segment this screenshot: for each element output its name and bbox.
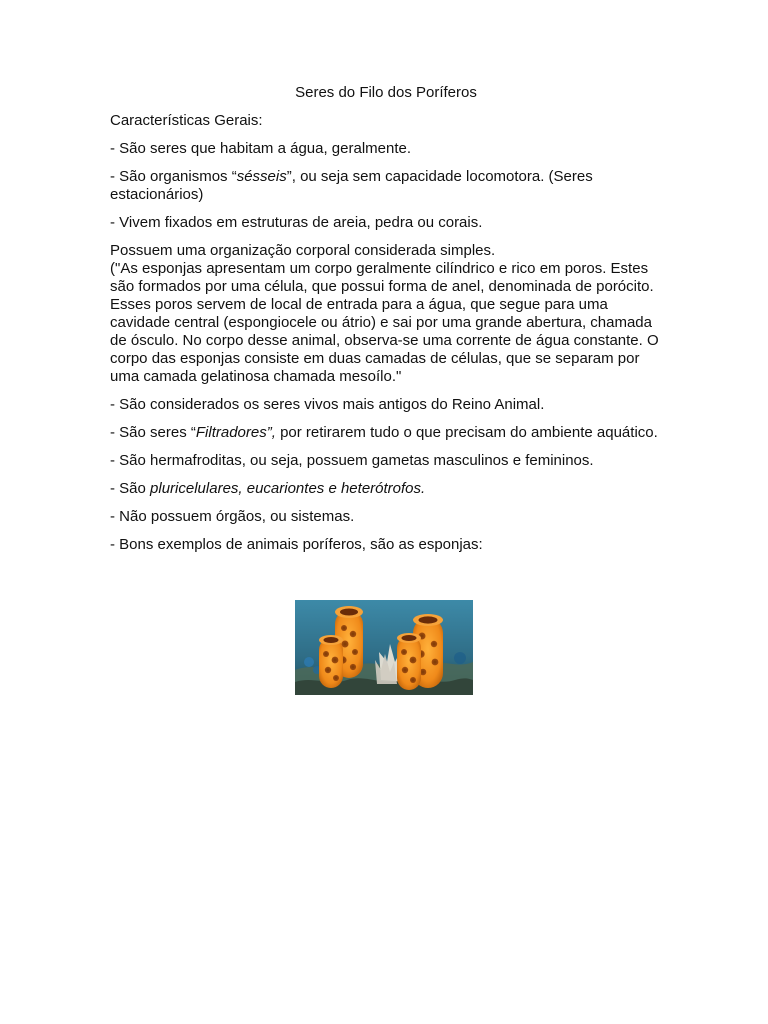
section-heading: Características Gerais:	[110, 112, 263, 129]
bullet-habitat-text: - São seres que habitam a água, geralmente.	[110, 140, 412, 157]
bullet-fixed-text: - Vivem fixados em estruturas de areia, pedra ou corais.	[110, 214, 483, 231]
bullet-filtrators-post: por retirarem tudo o que precisam do ambiente aquático.	[275, 424, 658, 441]
bullet-no-organs-text: - Não possuem órgãos, ou sistemas.	[110, 508, 355, 525]
sponge-photo	[295, 600, 473, 695]
bullet-hermaphrodite	[110, 452, 662, 470]
bullet-filtrators-pre: - São seres “	[110, 424, 196, 441]
bullet-filtrators	[110, 424, 662, 442]
bullet-hermaphrodite-text: - São hermafroditas, ou seja, possuem gametas masculinos e femininos.	[110, 452, 594, 469]
bullet-oldest	[110, 396, 662, 414]
bullet-sessile-pre: - São organismos “	[110, 168, 237, 185]
organization-quote: ("As esponjas apresentam um corpo geralmente cilíndrico e rico em poros. Estes são formados por uma célula, que possui forma de anel, denominada de porócito. Esses poros servem de local de entrada para a água, que segue para uma cavidade central (espongiocele ou átrio) e sai por uma grande abertura, chamada de ósculo. No corpo desse animal, observa-se uma corrente de água constante. O corpo das esponjas consiste em duas camadas de células, que se separam por uma camada gelatinosa chamada mesoílo."	[110, 260, 659, 385]
bullet-examples	[110, 536, 662, 554]
bullet-multicellular-emphasis: pluricelulares, eucariontes e heterótrofos.	[150, 480, 426, 497]
bullet-sessile	[110, 168, 662, 204]
bullet-multicellular-pre: - São	[110, 480, 151, 497]
bullet-examples-text: - Bons exemplos de animais poríferos, são as esponjas:	[110, 536, 483, 553]
bullet-sessile-post: ”, ou seja sem capacidade locomotora. (Seres estacionários)	[110, 168, 593, 203]
bullet-habitat	[110, 140, 662, 158]
bullet-sessile-emphasis: sésseis	[236, 168, 287, 185]
bullet-filtrators-emphasis: Filtradores”,	[195, 424, 276, 441]
document-page	[110, 84, 662, 564]
sponge-illustration	[295, 600, 473, 695]
bullet-no-organs	[110, 508, 662, 526]
bullet-multicellular	[110, 480, 662, 498]
document-title: Seres do Filo dos Poríferos	[295, 84, 477, 101]
bullet-oldest-text: - São considerados os seres vivos mais antigos do Reino Animal.	[110, 396, 545, 413]
organization-line: Possuem uma organização corporal considerada simples.	[110, 242, 496, 259]
bullet-fixed	[110, 214, 662, 232]
